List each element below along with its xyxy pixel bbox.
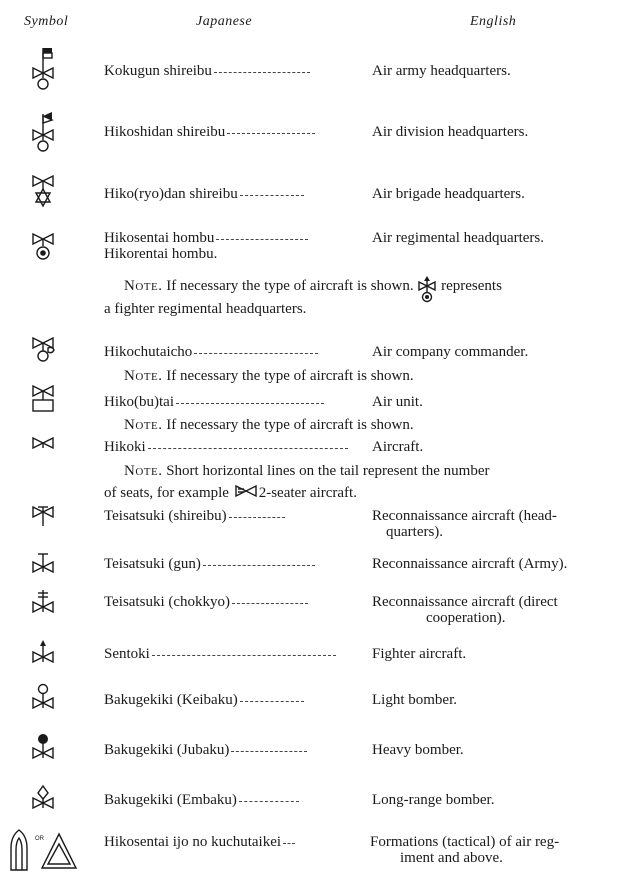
note-label: Note. (124, 463, 163, 479)
english-term: Air army headquarters. (372, 63, 511, 79)
air-company-commander-icon (30, 334, 56, 370)
english-term: Long-range bomber. (372, 792, 495, 808)
light-bomber-icon (30, 682, 56, 718)
japanese-term-alt: Hikorentai hombu. (104, 246, 218, 262)
japanese-term: Bakugekiki (Embaku) (104, 792, 237, 808)
reconnaissance-hq-icon (30, 504, 56, 540)
note-text: 2-seater aircraft. (258, 485, 357, 501)
note-text: If necessary the type of aircraft is shown. (166, 368, 414, 384)
japanese-term: Bakugekiki (Keibaku) (104, 692, 238, 708)
japanese-term: Bakugekiki (Jubaku) (104, 742, 230, 758)
english-term-cont: iment and above. (400, 850, 503, 866)
japanese-term: Sentoki (104, 646, 150, 662)
note-label: Note. (124, 278, 163, 294)
japanese-term: Hikosentai hombu (104, 230, 215, 246)
note-text: Short horizontal lines on the tail represent the number (166, 463, 490, 479)
note (124, 367, 414, 386)
english-term: Air unit. (372, 394, 423, 410)
air-division-hq-icon (30, 110, 56, 146)
air-regimental-hq-icon (30, 228, 56, 264)
reconnaissance-army-icon (30, 550, 56, 586)
note-text: If necessary the type of aircraft is shown. (166, 417, 414, 433)
english-term: Light bomber. (372, 692, 457, 708)
english-term: Aircraft. (372, 439, 424, 455)
japanese-term: Hikosentai ijo no kuchutaikei (104, 834, 282, 850)
japanese-term: Teisatsuki (shireibu) (104, 508, 227, 524)
japanese-term: Teisatsuki (chokkyo) (104, 594, 231, 610)
note-text: a fighter regimental headquarters. (104, 301, 307, 317)
header-english: English (470, 14, 517, 29)
fighter-aircraft-icon (30, 638, 56, 674)
or-label: OR (35, 836, 44, 842)
note-text: represents (441, 278, 502, 294)
japanese-term: Teisatsuki (gun) (104, 556, 201, 572)
aircraft-icon (30, 434, 56, 470)
english-term: Reconnaissance aircraft (Army). (372, 556, 568, 572)
note (124, 276, 624, 302)
reconnaissance-direct-cooperation-icon (30, 588, 56, 624)
long-range-bomber-icon (30, 784, 56, 820)
header-symbol: Symbol (24, 14, 69, 29)
note-label: Note. (124, 417, 163, 433)
note (124, 462, 489, 481)
note (104, 483, 357, 503)
heavy-bomber-icon (30, 732, 56, 768)
english-term: Fighter aircraft. (372, 646, 467, 662)
japanese-term: Kokugun shireibu (104, 63, 212, 79)
air-brigade-hq-icon (30, 172, 56, 208)
english-term-cont: cooperation). (426, 610, 506, 626)
english-term: Reconnaissance aircraft (head- (372, 508, 557, 524)
english-term: Heavy bomber. (372, 742, 464, 758)
english-term: Reconnaissance aircraft (direct (372, 594, 558, 610)
header-japanese: Japanese (196, 14, 253, 29)
formation-symbols-icon (8, 830, 78, 874)
japanese-term: Hikoshidan shireibu (104, 124, 226, 140)
japanese-term: Hiko(bu)tai (104, 394, 174, 410)
two-seater-aircraft-icon (233, 483, 259, 499)
note-label: Note. (124, 368, 163, 384)
air-army-hq-icon (30, 46, 56, 82)
note-text: If necessary the type of aircraft is shown. (166, 278, 414, 294)
japanese-term: Hikoki (104, 439, 146, 455)
english-term: Formations (tactical) of air reg- (370, 834, 560, 850)
english-term: Air regimental headquarters. (372, 230, 545, 246)
english-term: Air brigade headquarters. (372, 186, 525, 202)
note (124, 416, 414, 435)
fighter-regimental-hq-icon (417, 276, 437, 302)
japanese-term: Hikochutaicho (104, 344, 193, 360)
english-term-cont: quarters). (386, 524, 444, 540)
note-text: of seats, for example (104, 485, 229, 501)
japanese-term: Hiko(ryo)dan shireibu (104, 186, 238, 202)
english-term: Air division headquarters. (372, 124, 529, 140)
air-unit-icon (30, 384, 56, 420)
english-term: Air company commander. (372, 344, 529, 360)
